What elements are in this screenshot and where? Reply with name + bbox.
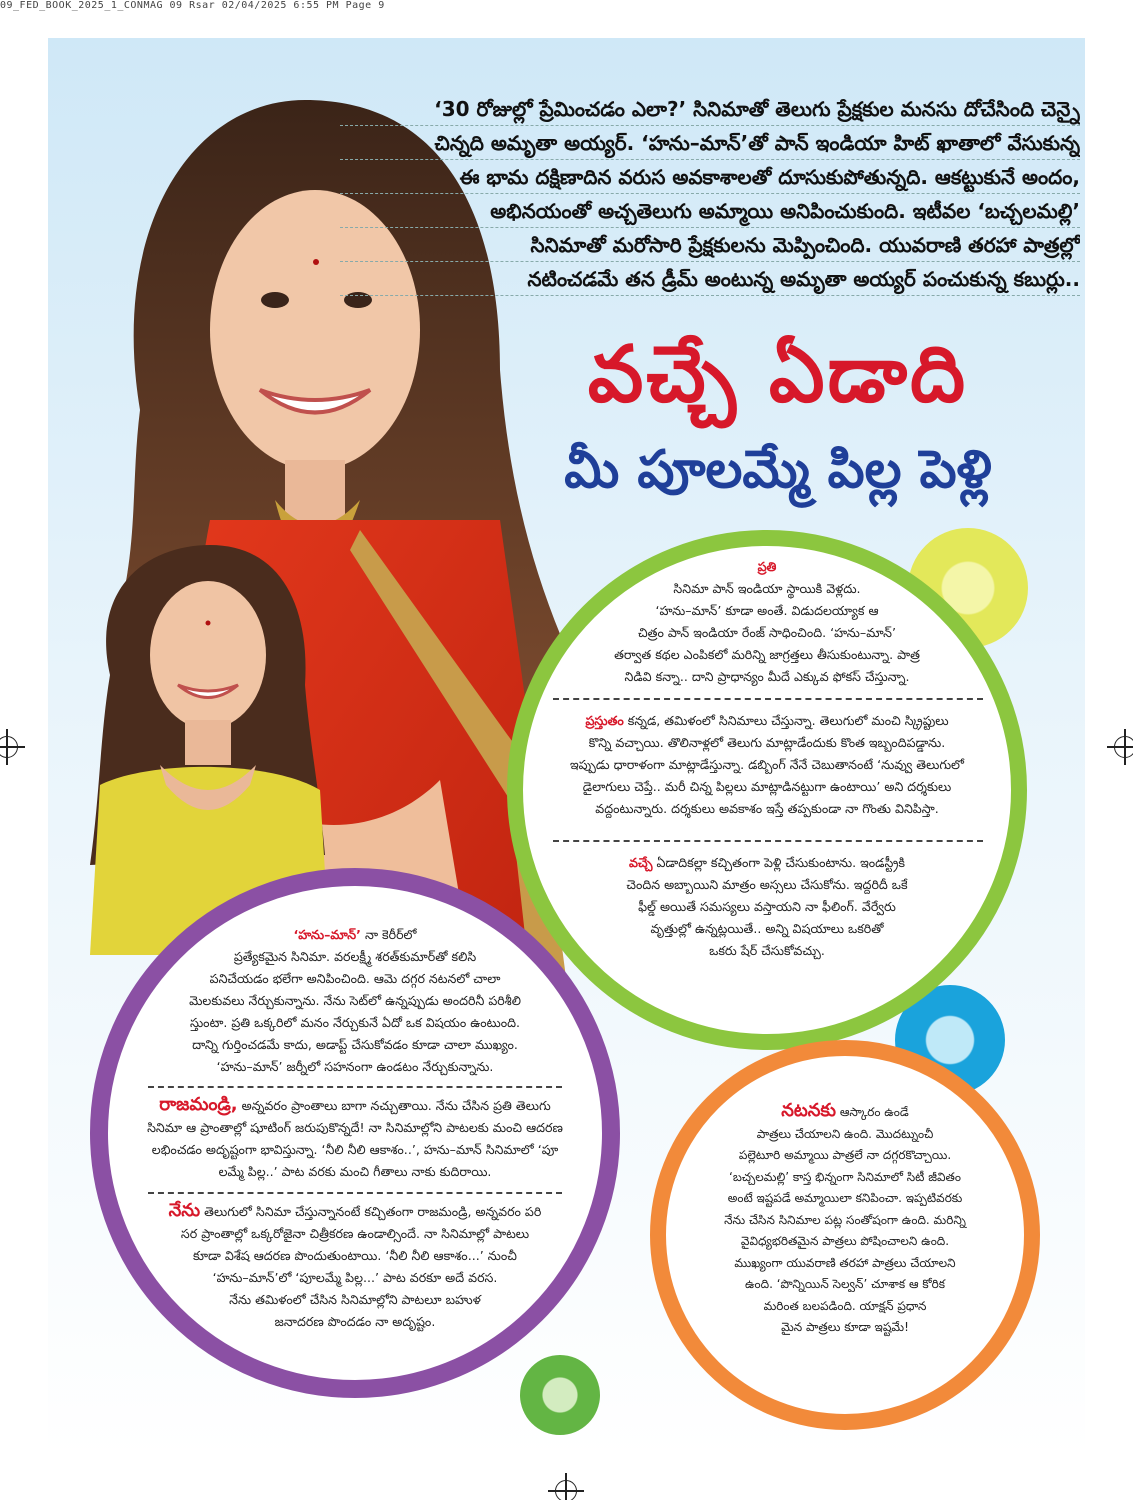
purple-section-1 (108, 924, 602, 1078)
text-line: పాత్రలు చేయాలని ఉంది. మొదట్నుంచీ (756, 1126, 934, 1141)
text-line: చిత్రం పాన్‌ ఇండియా రేంజ్‌ సాధించింది. ‘హను–మాన్‌’ (638, 625, 896, 640)
text-line: ఆస్కారం ఉండే (836, 1105, 909, 1119)
text-line: లమ్మే పిల్ల..’ పాట వరకు మంచి గీతాలు నాకు కుదిరాయి. (218, 1164, 492, 1179)
text-line: ‘బచ్చలమల్లి’ కాస్త భిన్నంగా సినిమాలో సిటీ జీవితం (729, 1169, 961, 1184)
divider (553, 840, 983, 842)
registration-mark-icon (0, 736, 18, 758)
text-line: లభించడం అదృష్టంగా భావిస్తున్నా. ‘నీలి నీలి ఆకాశం..’, హను–మాన్‌ సినిమాలో ‘పూ (151, 1142, 559, 1157)
text-line: ‘హను–మాన్‌’ జర్నీలో సహనంగా ఉండటం నేర్చుకున్నాను. (216, 1059, 494, 1074)
text-line: మరింత బలపడింది. యాక్షన్‌ ప్రధాన (763, 1298, 927, 1313)
purple-section-2 (108, 1094, 602, 1183)
text-line: ఉంది. ‘పొన్నియిన్‌ సెల్వన్‌’ చూశాక ఆ కోరిక (744, 1277, 945, 1291)
purple-quote-circle (90, 868, 620, 1398)
text-line: ఒకరు షేర్‌ చేసుకోవచ్చు. (709, 943, 825, 958)
text-line: కొన్ని వచ్చాయి. తొలినాళ్లలో తెలుగు మాట్లాడేందుకు కొంత ఇబ్బందిపడ్డాను. (588, 735, 946, 750)
section-lead: నేను (168, 1200, 201, 1221)
text-line: ఏడాదికల్లా కచ్చితంగా పెళ్లి చేసుకుంటాను. ఇండస్ట్రీకి (652, 855, 905, 870)
text-line: సర ప్రాంతాల్లో ఒక్కరోజైనా చిత్రీకరణ ఉండాల్సిందే. నా సినిమాల్లో పాటలు (180, 1226, 530, 1241)
text-line: ‘హను–మాన్‌’ కూడా అంతే. విడుదలయ్యాక ఆ (655, 603, 879, 618)
text-line: వద్దంటున్నారు. దర్శకులు అవకాశం ఇస్తే తప్పకుండా నా గొంతు వినిపిస్తా. (595, 801, 939, 816)
text-line: ఫీల్డ్‌ అయితే సమస్యలు వస్తాయని నా ఫీలింగ్‌. వేర్వేరు (638, 899, 896, 914)
text-line: చెందిన అబ్బాయిని మాత్రం అస్సలు చేసుకోను. ఇద్దరిదీ ఒకే (626, 877, 908, 892)
text-line: జనాదరణ పొందడం నా అదృష్టం. (274, 1314, 436, 1329)
divider (553, 698, 983, 700)
subheadline: మీ పూలమ్మే పిల్ల పెళ్లి (564, 440, 992, 500)
intro-line: అభినయంతో అచ్చతెలుగు అమ్మాయి అనిపించుకుంది. ఇటీవల ‘బచ్చలమల్లి’ (340, 194, 1080, 228)
section-lead: వచ్చే (629, 855, 653, 870)
text-line: ‘హను–మాన్‌’లో ‘పూలమ్మే పిల్ల...’ పాట వరకూ అదే వరస. (212, 1270, 498, 1285)
text-line: నిడివి కన్నా.. దాని ప్రాధాన్యం మీదే ఎక్కువ ఫోకస్‌ చేస్తున్నా. (624, 669, 910, 684)
text-line: దాన్ని గుర్తించడమే కాదు, అడాప్ట్‌ చేసుకోవడం కూడా చాలా ముఖ్యం. (192, 1037, 518, 1052)
section-lead: రాజమండ్రి, (159, 1094, 238, 1115)
text-line: నేను తమిళంలో చేసిన సినిమాల్లోని పాటలూ బహుళ (229, 1292, 481, 1307)
text-line: వైవిధ్యభరితమైన పాత్రలు పోషించాలని ఉంది. (740, 1234, 950, 1248)
text-line: ప్రత్యేకమైన సినిమా. వరలక్ష్మీ శరత్‌కుమార్‌తో కలిసి (233, 949, 477, 964)
print-slug: 09_FED_BOOK_2025_1_CONMAG 09 Rsar 02/04/2025 6:55 PM Page 9 (0, 0, 385, 11)
text-line: నా కెరీర్‌లో (360, 927, 417, 942)
registration-mark-icon (555, 1480, 577, 1500)
text-line: అన్నవరం ప్రాంతాలు బాగా నచ్చుతాయి. నేను చేసిన ప్రతి తెలుగు (237, 1098, 551, 1113)
text-line: ముఖ్యంగా యువరాణి తరహా పాత్రలు చేయాలని (734, 1255, 956, 1270)
section-lead: ప్రతి (757, 559, 777, 574)
text-line: అంటే ఇష్టపడే అమ్మాయిలా కనిపించా. ఇప్పటివరకు (727, 1191, 963, 1205)
text-line: సినిమా పాన్‌ ఇండియా స్థాయికి వెళ్లదు. (673, 581, 861, 596)
text-line: మైన పాత్రలు కూడా ఇష్టమే! (781, 1320, 909, 1334)
intro-line: ‘30 రోజుల్లో ప్రేమించడం ఎలా?’ సినిమాతో తెలుగు ప్రేక్షకుల మనసు దోచేసింది చెన్నై (340, 92, 1080, 126)
intro-line: నటించడమే తన డ్రీమ్‌ అంటున్న అమృతా అయ్యర్‌ పంచుకున్న కబుర్లు.. (340, 262, 1080, 296)
text-line: మెలకువలు నేర్చుకున్నాను. నేను సెట్‌లో ఉన్నప్పుడు అందరినీ పరిశీలి (189, 993, 521, 1008)
section-lead: ‘హను–మాన్‌’ (293, 927, 361, 942)
section-lead: నటనకు (781, 1100, 837, 1121)
text-line: నేను చేసిన సినిమాల పట్ల సంతోషంగా ఉంది. మరిన్ని (724, 1212, 966, 1227)
text-line: పల్లెటూరి అమ్మాయి పాత్రలే నా దగ్గరకొచ్చాయి. (738, 1148, 952, 1162)
headline: వచ్చే ఏడాది (587, 330, 969, 420)
purple-section-3 (108, 1200, 602, 1333)
orange-quote-circle (650, 1040, 1040, 1430)
text-line: కూడా విశేష ఆదరణ పొందుతుంటాయి. ‘నీలి నీలి ఆకాశం...’ నుంచీ (193, 1248, 517, 1263)
intro-line: సినిమాతో మరోసారి ప్రేక్షకులను మెప్పించింది. యువరాణి తరహా పాత్రల్లో (340, 228, 1080, 262)
text-line: తర్వాత కథల ఎంపికలో మరిన్ని జాగ్రత్తలు తీసుకుంటున్నా. పాత్ర (614, 647, 920, 662)
divider (148, 1192, 562, 1194)
intro-paragraph (340, 92, 1080, 296)
green-section-2 (523, 710, 1011, 820)
text-line: వృత్తుల్లో ఉన్నట్లయితే.. అన్ని విషయాలు ఒకరితో (650, 921, 884, 936)
section-lead: ప్రస్తుతం (585, 713, 624, 728)
intro-line: ఈ భామ దక్షిణాదిన వరుస అవకాశాలతో దూసుకుపోతున్నది. ఆకట్టుకునే అందం, (340, 160, 1080, 194)
green-section-1 (523, 556, 1011, 688)
registration-mark-icon (1114, 736, 1133, 758)
divider (148, 1086, 562, 1088)
text-line: కన్నడ, తమిళంలో సినిమాలు చేస్తున్నా. తెలుగులో మంచి స్క్రిప్టులు (623, 713, 949, 728)
text-line: డైలాగులు చెప్తే.. మరీ చిన్న పిల్లలు మాట్లాడినట్టుగా ఉంటాయి’ అని దర్శకులు (582, 779, 952, 794)
text-line: పనిచేయడం భలేగా అనిపించింది. ఆమె దగ్గర నటనలో చాలా (209, 971, 501, 986)
orange-section (666, 1100, 1024, 1339)
decorative-dot (520, 1355, 600, 1435)
text-line: సినిమా ఆ ప్రాంతాల్లో షూటింగ్‌ జరుపుకొన్నదే! నా సినిమాల్లోని పాటలకు మంచి ఆదరణ (147, 1120, 563, 1135)
text-line: స్తుంటా. ప్రతి ఒక్కరిలో మనం నేర్చుకునే ఏదో ఒక విషయం ఉంటుంది. (189, 1015, 520, 1030)
text-line: ఇప్పుడు ధారాళంగా మాట్లాడేస్తున్నా. డబ్బింగ్‌ నేనే చెబుతానంటే ‘నువ్వు తెలుగులో (569, 757, 965, 772)
text-line: తెలుగులో సినిమా చేస్తున్నానంటే కచ్చితంగా రాజమండ్రి, అన్నవరం పరి (200, 1204, 542, 1219)
intro-line: చిన్నది అమృతా అయ్యర్‌. ‘హను–మాన్‌’తో పాన్‌ ఇండియా హిట్‌ ఖాతాలో వేసుకున్న (340, 126, 1080, 160)
